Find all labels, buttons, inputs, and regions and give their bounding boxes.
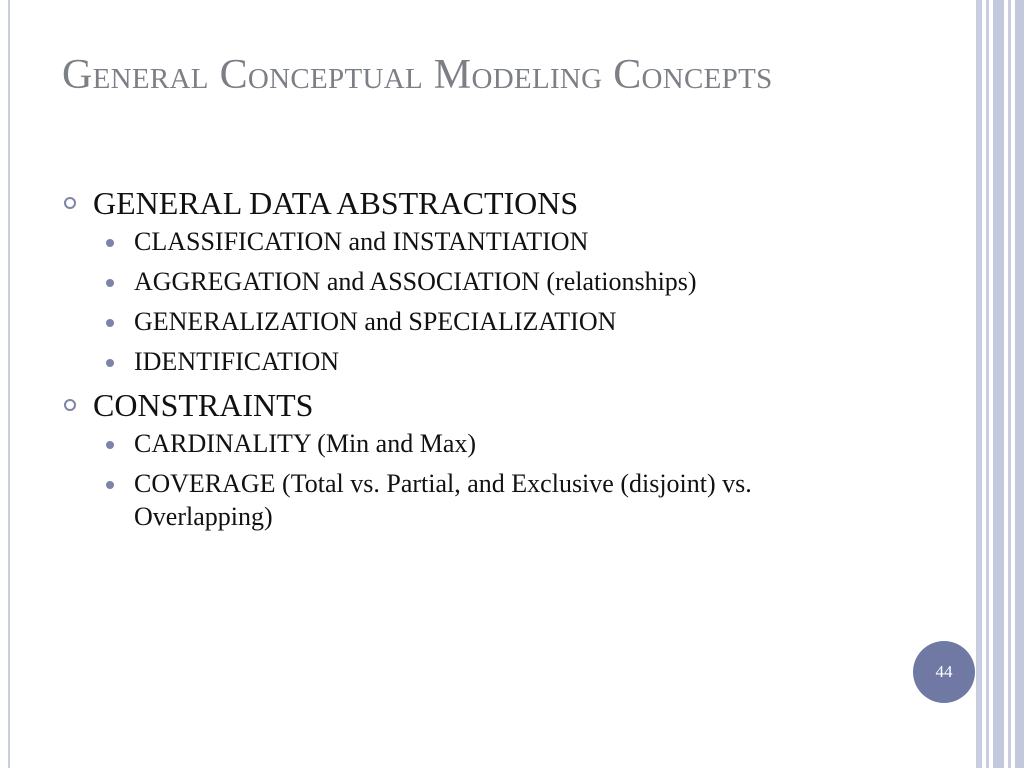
- list-item: [62, 467, 794, 533]
- page-number-badge: 44: [913, 641, 975, 703]
- dot-bullet-icon: [106, 239, 114, 247]
- right-decorative-stripes: [976, 0, 1024, 768]
- dot-bullet-icon: [106, 279, 114, 287]
- stripe: [1015, 0, 1024, 768]
- list-item: [62, 345, 922, 378]
- dot-bullet-icon: [106, 481, 114, 489]
- list-item-text: IDENTIFICATION: [134, 347, 340, 376]
- slide-content: [62, 183, 922, 540]
- section-heading-text: GENERAL DATA ABSTRACTIONS: [93, 185, 579, 221]
- list-item: [62, 305, 922, 338]
- stripe: [1008, 0, 1011, 768]
- list-item-text: CLASSIFICATION and INSTANTIATION: [134, 227, 589, 256]
- list-item: [62, 265, 922, 298]
- stripe: [993, 0, 1004, 768]
- section-heading-text: CONSTRAINTS: [93, 387, 314, 423]
- dot-bullet-icon: [106, 319, 114, 327]
- dot-bullet-icon: [106, 441, 114, 449]
- left-border-line: [8, 0, 10, 768]
- dot-bullet-icon: [106, 359, 114, 367]
- list-item-text: AGGREGATION and ASSOCIATION (relationships): [134, 267, 697, 296]
- list-item-text: GENERALIZATION and SPECIALIZATION: [134, 307, 617, 336]
- section-heading: [62, 183, 922, 223]
- list-item: [62, 225, 922, 258]
- list-item-text: CARDINALITY (Min and Max): [134, 429, 477, 458]
- stripe: [976, 0, 982, 768]
- ring-bullet-icon: [64, 197, 76, 209]
- section-heading: [62, 385, 922, 425]
- bullet-list: [62, 427, 922, 533]
- bullet-list: [62, 225, 922, 378]
- slide-title: General Conceptual Modeling Concepts: [62, 52, 773, 98]
- list-item: [62, 427, 922, 460]
- list-item-text: COVERAGE (Total vs. Partial, and Exclusive (disjoint) vs. Overlapping): [134, 469, 752, 531]
- ring-bullet-icon: [64, 399, 76, 411]
- stripe: [986, 0, 989, 768]
